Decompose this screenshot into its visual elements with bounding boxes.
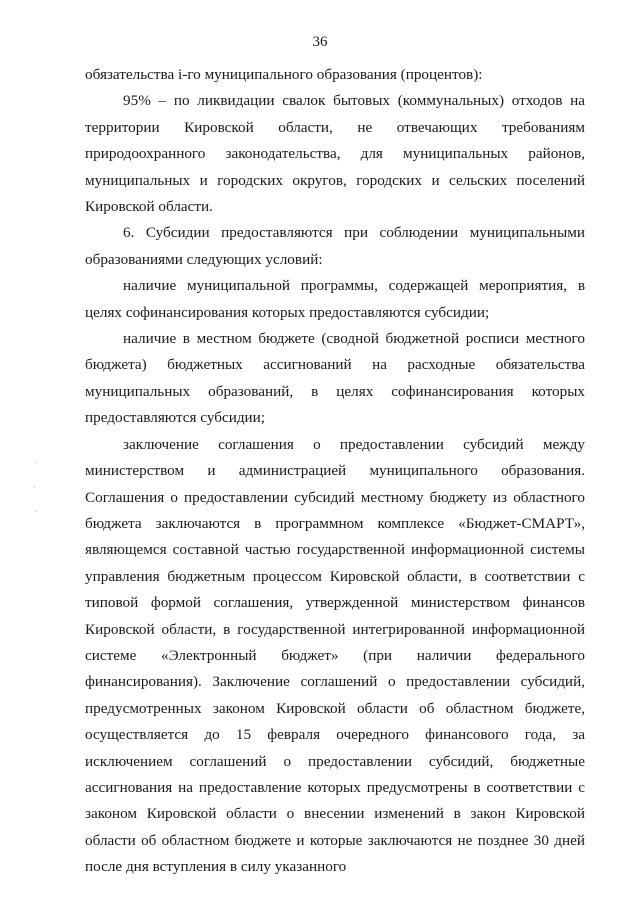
paragraph-5: заключение соглашения о предоставлении субсидий между министерством и администрацией муниципального образования. Соглашения о предоставлении субсидий местному бюджету из областного бюджета заключаются в программном комплексе «Бюджет-СМАРТ», являющемся составной частью государственной информационной системы управления бюджетным процессом Кировской области, в соответствии с типовой формой соглашения, утвержденной министерством финансов Кировской области, в государственной интегрированной информационной системе «Электронный бюджет» (при наличии федерального финансирования). Заключение соглашений о предоставлении субсидий, предусмотренных законом Кировской области об областном бюджете, осуществляется до 15 февраля очередного финансового года, за исключением соглашений о предоставлении субсидий, бюджетные ассигнования на предоставление которых предусмотрены в соответствии с законом Кировской области о внесении изменений в закон Кировской области об областном бюджете и которые заключаются не позднее 30 дней после дня вступления в силу указанного bbox=[85, 435, 585, 876]
paragraph-3: наличие муниципальной программы, содержащей мероприятия, в целях софинансирования которых предоставляются субсидии; bbox=[85, 277, 585, 321]
scan-artifact-mark: · bbox=[35, 507, 38, 517]
paragraph-0: обязательства i-го муниципального образования (процентов): bbox=[85, 66, 483, 83]
scan-artifact-mark: · bbox=[34, 458, 37, 468]
page-number: 36 bbox=[312, 34, 328, 50]
scan-artifact-mark: · bbox=[33, 483, 36, 493]
paragraph-1: 95% – по ликвидации свалок бытовых (коммунальных) отходов на территории Кировской области, не отвечающих требованиям природоохранного законодательства, для муниципальных районов, муниципальных и городских округов, городских и сельских поселений Кировской области. bbox=[85, 92, 585, 216]
document-body bbox=[85, 62, 585, 881]
paragraph-2: 6. Субсидии предоставляются при соблюдении муниципальными образованиями следующих условий: bbox=[85, 224, 585, 268]
paragraph-4: наличие в местном бюджете (сводной бюджетной росписи местного бюджета) бюджетных ассигнований на расходные обязательства муниципальных образований, в целях софинансирования которых предоставляются субсидии; bbox=[85, 330, 585, 427]
